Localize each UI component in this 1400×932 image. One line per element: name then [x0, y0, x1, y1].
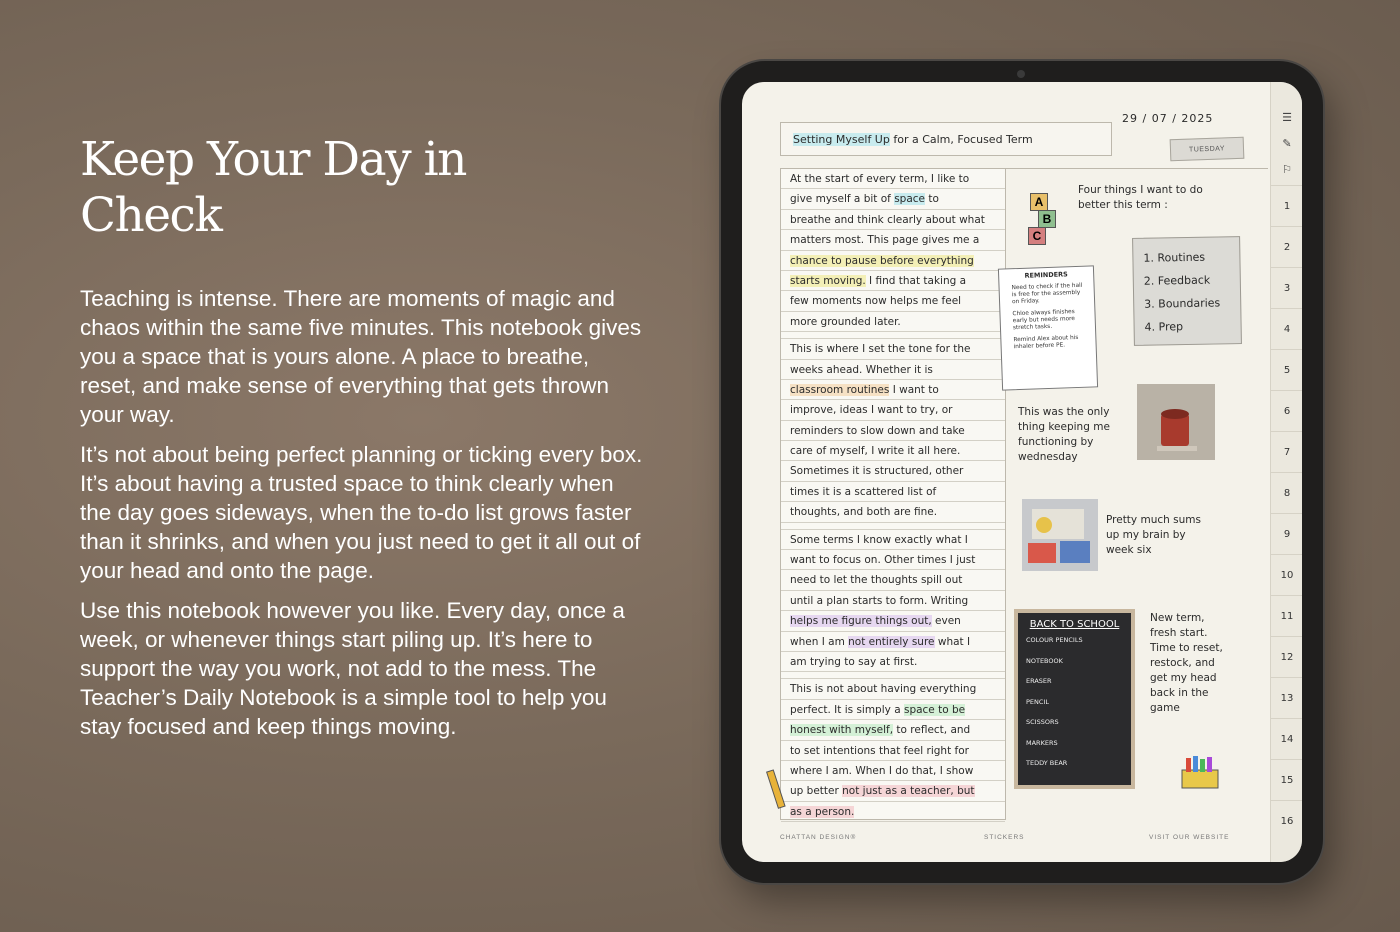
- journal-text: to reflect, and: [893, 724, 971, 737]
- journal-text: perfect. It is simply a: [790, 703, 904, 716]
- side-tabs: [1270, 82, 1302, 862]
- block-b: B: [1038, 210, 1056, 228]
- journal-text: give myself a bit of: [790, 193, 895, 206]
- journal-text: weeks ahead. Whether it is: [790, 363, 933, 376]
- tab-10[interactable]: 10: [1271, 554, 1302, 595]
- reminder-item: Remind Alex about his inhaler before PE.: [1013, 334, 1079, 351]
- title-rest: for a Calm, Focused Term: [889, 133, 1033, 146]
- journal-line: [781, 530, 1005, 550]
- tab-2[interactable]: 2: [1271, 226, 1302, 267]
- board-item: MARKERS: [1026, 738, 1058, 747]
- journal-line: [781, 632, 1005, 652]
- journal-line: [781, 761, 1005, 781]
- highlighted-text: honest with myself,: [790, 724, 894, 737]
- highlighted-text: as a person.: [790, 805, 855, 818]
- journal-text: improve, ideas I want to try, or: [790, 404, 953, 417]
- note-brain: Pretty much sums up my brain by week six: [1106, 514, 1201, 556]
- journal-line: [781, 312, 1005, 332]
- journal-line: [781, 591, 1005, 611]
- journal-text: where I am. When I do that, I show: [790, 764, 974, 777]
- tab-12[interactable]: 12: [1271, 636, 1302, 677]
- journal-line: [781, 169, 1005, 189]
- board-title: BACK TO SCHOOL: [1029, 619, 1120, 630]
- journal-text: Some terms I know exactly what I: [790, 533, 968, 546]
- four-things-title: Four things I want to do better this term :: [1078, 184, 1203, 211]
- pencil-icon[interactable]: ✎: [1282, 137, 1292, 150]
- footer-stickers-link[interactable]: STICKERS: [984, 834, 1025, 841]
- tab-6[interactable]: 6: [1271, 390, 1302, 431]
- journal-line: [781, 482, 1005, 502]
- tab-8[interactable]: 8: [1271, 472, 1302, 513]
- journal-text: when I am: [790, 635, 849, 648]
- list-item: 3. Boundaries: [1144, 296, 1221, 311]
- tab-3[interactable]: 3: [1271, 267, 1302, 308]
- journal-line: [781, 461, 1005, 481]
- journal-line: [781, 251, 1005, 271]
- stationery-icon: [1022, 499, 1098, 571]
- journal-text: thoughts, and both are fine.: [790, 506, 938, 519]
- journal-text: until a plan starts to form. Writing: [790, 594, 969, 607]
- footer-brand[interactable]: CHATTAN DESIGN®: [780, 834, 857, 841]
- highlighted-text: not just as a teacher, but: [842, 785, 975, 798]
- tab-13[interactable]: 13: [1271, 677, 1302, 718]
- four-things-card: [1132, 236, 1242, 346]
- day-label: TUESDAY: [1170, 137, 1245, 162]
- tab-16[interactable]: 16: [1271, 800, 1302, 841]
- journal-text: I find that taking a: [865, 274, 967, 287]
- journal-text: few moments now helps me feel: [790, 295, 962, 308]
- coffee-cup-photo: [1137, 384, 1215, 460]
- journal-line: [781, 380, 1005, 400]
- journal-text: to set intentions that feel right for: [790, 744, 969, 757]
- journal-line: [781, 400, 1005, 420]
- paragraph-3: Use this notebook however you like. Every day, once a week, or whenever things start piling up. It’s here to support the way you work, not add to the mess. The Teacher’s Daily Notebook is a simple tool to help you stay focused and keep things moving.: [80, 598, 625, 739]
- board-item: COLOUR PENCILS: [1026, 636, 1083, 644]
- journal-text: up better: [790, 785, 843, 798]
- journal-line: [781, 360, 1005, 380]
- desk-photo: [1022, 499, 1098, 571]
- journal-line: [781, 741, 1005, 761]
- board-item: PENCIL: [1026, 697, 1049, 706]
- tablet-device: [721, 61, 1323, 883]
- tab-5[interactable]: 5: [1271, 349, 1302, 390]
- note-wednesday: This was the only thing keeping me functioning by wednesday: [1018, 406, 1110, 463]
- paragraph-2: It’s not about being perfect planning or ticking every box. It’s about having a trusted space to think clearly when the day goes sideways, when the to-do list grows faster than it shrinks, and when you just need to get it all out of your head and onto the page.: [80, 442, 643, 583]
- tab-7[interactable]: 7: [1271, 431, 1302, 472]
- list-item: 2. Feedback: [1143, 273, 1211, 288]
- headline: Keep Your Day in Check: [80, 132, 466, 243]
- tab-4[interactable]: 4: [1271, 308, 1302, 349]
- journal-line: [781, 550, 1005, 570]
- journal-text: matters most. This page gives me a: [790, 234, 980, 247]
- paragraph-gap: [781, 523, 1005, 530]
- reminders-title: REMINDERS: [1024, 270, 1068, 280]
- journal-line: [781, 189, 1005, 209]
- reminder-item: Chloe always finishes early but needs more stretch tasks.: [1012, 309, 1076, 332]
- journal-lines[interactable]: [780, 168, 1006, 820]
- footer-website-link[interactable]: VISIT OUR WEBSITE: [1149, 834, 1230, 841]
- highlighted-text: chance to pause before everything: [790, 254, 974, 267]
- journal-line: [781, 421, 1005, 441]
- journal-text: This is where I set the tone for the: [790, 343, 971, 356]
- journal-line: [781, 291, 1005, 311]
- journal-line: [781, 210, 1005, 230]
- journal-line: [781, 679, 1005, 699]
- journal-text: more grounded later.: [790, 315, 901, 328]
- block-c: C: [1028, 227, 1046, 245]
- journal-line: [781, 652, 1005, 672]
- board-item: TEDDY BEAR: [1026, 759, 1068, 767]
- journal-text: reminders to slow down and take: [790, 424, 965, 437]
- highlighted-text: not entirely sure: [848, 635, 935, 648]
- journal-text: I want to: [889, 383, 939, 396]
- paragraph-1: Teaching is intense. There are moments of magic and chaos within the same five minutes. This notebook gives you a space that is yours alone. A place to breathe, reset, and make sense of everything that gets thrown your way.: [80, 286, 642, 427]
- journal-line: [781, 502, 1005, 522]
- journal-text: what I: [934, 635, 971, 648]
- journal-line: [781, 700, 1005, 720]
- notebook-screen: [742, 82, 1302, 862]
- journal-text: This is not about having everything: [790, 683, 977, 696]
- highlighted-text: space: [894, 193, 925, 206]
- crayon-box-icon: [1180, 756, 1220, 790]
- journal-text: want to focus on. Other times I just: [790, 554, 976, 567]
- highlighted-text: space to be: [903, 703, 966, 716]
- journal-text: even: [931, 615, 961, 628]
- pencil-sticker-icon: [766, 768, 788, 820]
- paragraph-gap: [781, 332, 1005, 339]
- bookmark-icon[interactable]: ⚐: [1282, 163, 1292, 176]
- camera-icon: [1017, 70, 1025, 78]
- board-item: SCISSORS: [1026, 718, 1059, 726]
- journal-text: breathe and think clearly about what: [790, 213, 985, 226]
- journal-text: care of myself, I write it all here.: [790, 445, 961, 458]
- highlighted-text: helps me figure things out,: [790, 615, 932, 628]
- body-copy: [80, 284, 650, 752]
- tab-1[interactable]: 1: [1271, 185, 1302, 226]
- list-item: 4. Prep: [1144, 320, 1184, 334]
- journal-line: [781, 720, 1005, 740]
- journal-line: [781, 230, 1005, 250]
- board-item: NOTEBOOK: [1026, 656, 1063, 665]
- date: 29 / 07 / 2025: [1122, 112, 1214, 125]
- back-to-school-board: [1014, 609, 1135, 789]
- title-highlight: Setting Myself Up: [793, 133, 890, 146]
- journal-line: [781, 570, 1005, 590]
- journal-text: am trying to say at first.: [790, 655, 918, 668]
- highlighted-text: starts moving.: [790, 274, 866, 287]
- page-title: [793, 133, 1033, 146]
- note-new-term: New term, fresh start. Time to reset, restock, and get my head back in the game: [1150, 612, 1223, 714]
- title-box: [780, 122, 1112, 156]
- journal-line: [781, 339, 1005, 359]
- list-item: 1. Routines: [1143, 250, 1206, 265]
- menu-icon[interactable]: ☰: [1282, 111, 1292, 124]
- journal-line: [781, 271, 1005, 291]
- journal-line: [781, 802, 1005, 822]
- journal-text: Sometimes it is structured, other: [790, 465, 964, 478]
- journal-text: need to let the thoughts spill out: [790, 574, 963, 587]
- journal-line: [781, 781, 1005, 801]
- highlighted-text: classroom routines: [790, 383, 890, 396]
- journal-line: [781, 611, 1005, 631]
- tab-9[interactable]: 9: [1271, 513, 1302, 554]
- tab-14[interactable]: 14: [1271, 718, 1302, 759]
- reminder-item: Need to check if the hall is free for the assembly on Friday.: [1011, 282, 1083, 306]
- reminders-card: [998, 265, 1098, 390]
- block-a: A: [1030, 193, 1048, 211]
- tab-11[interactable]: 11: [1271, 595, 1302, 636]
- journal-text: At the start of every term, I like to: [790, 173, 970, 185]
- coffee-cup-icon: [1137, 384, 1215, 460]
- sticker-area: [1006, 168, 1268, 820]
- tab-15[interactable]: 15: [1271, 759, 1302, 800]
- journal-line: [781, 441, 1005, 461]
- paragraph-gap: [781, 672, 1005, 679]
- board-item: ERASER: [1026, 677, 1052, 685]
- journal-text: to: [925, 193, 939, 206]
- journal-text: times it is a scattered list of: [790, 485, 937, 498]
